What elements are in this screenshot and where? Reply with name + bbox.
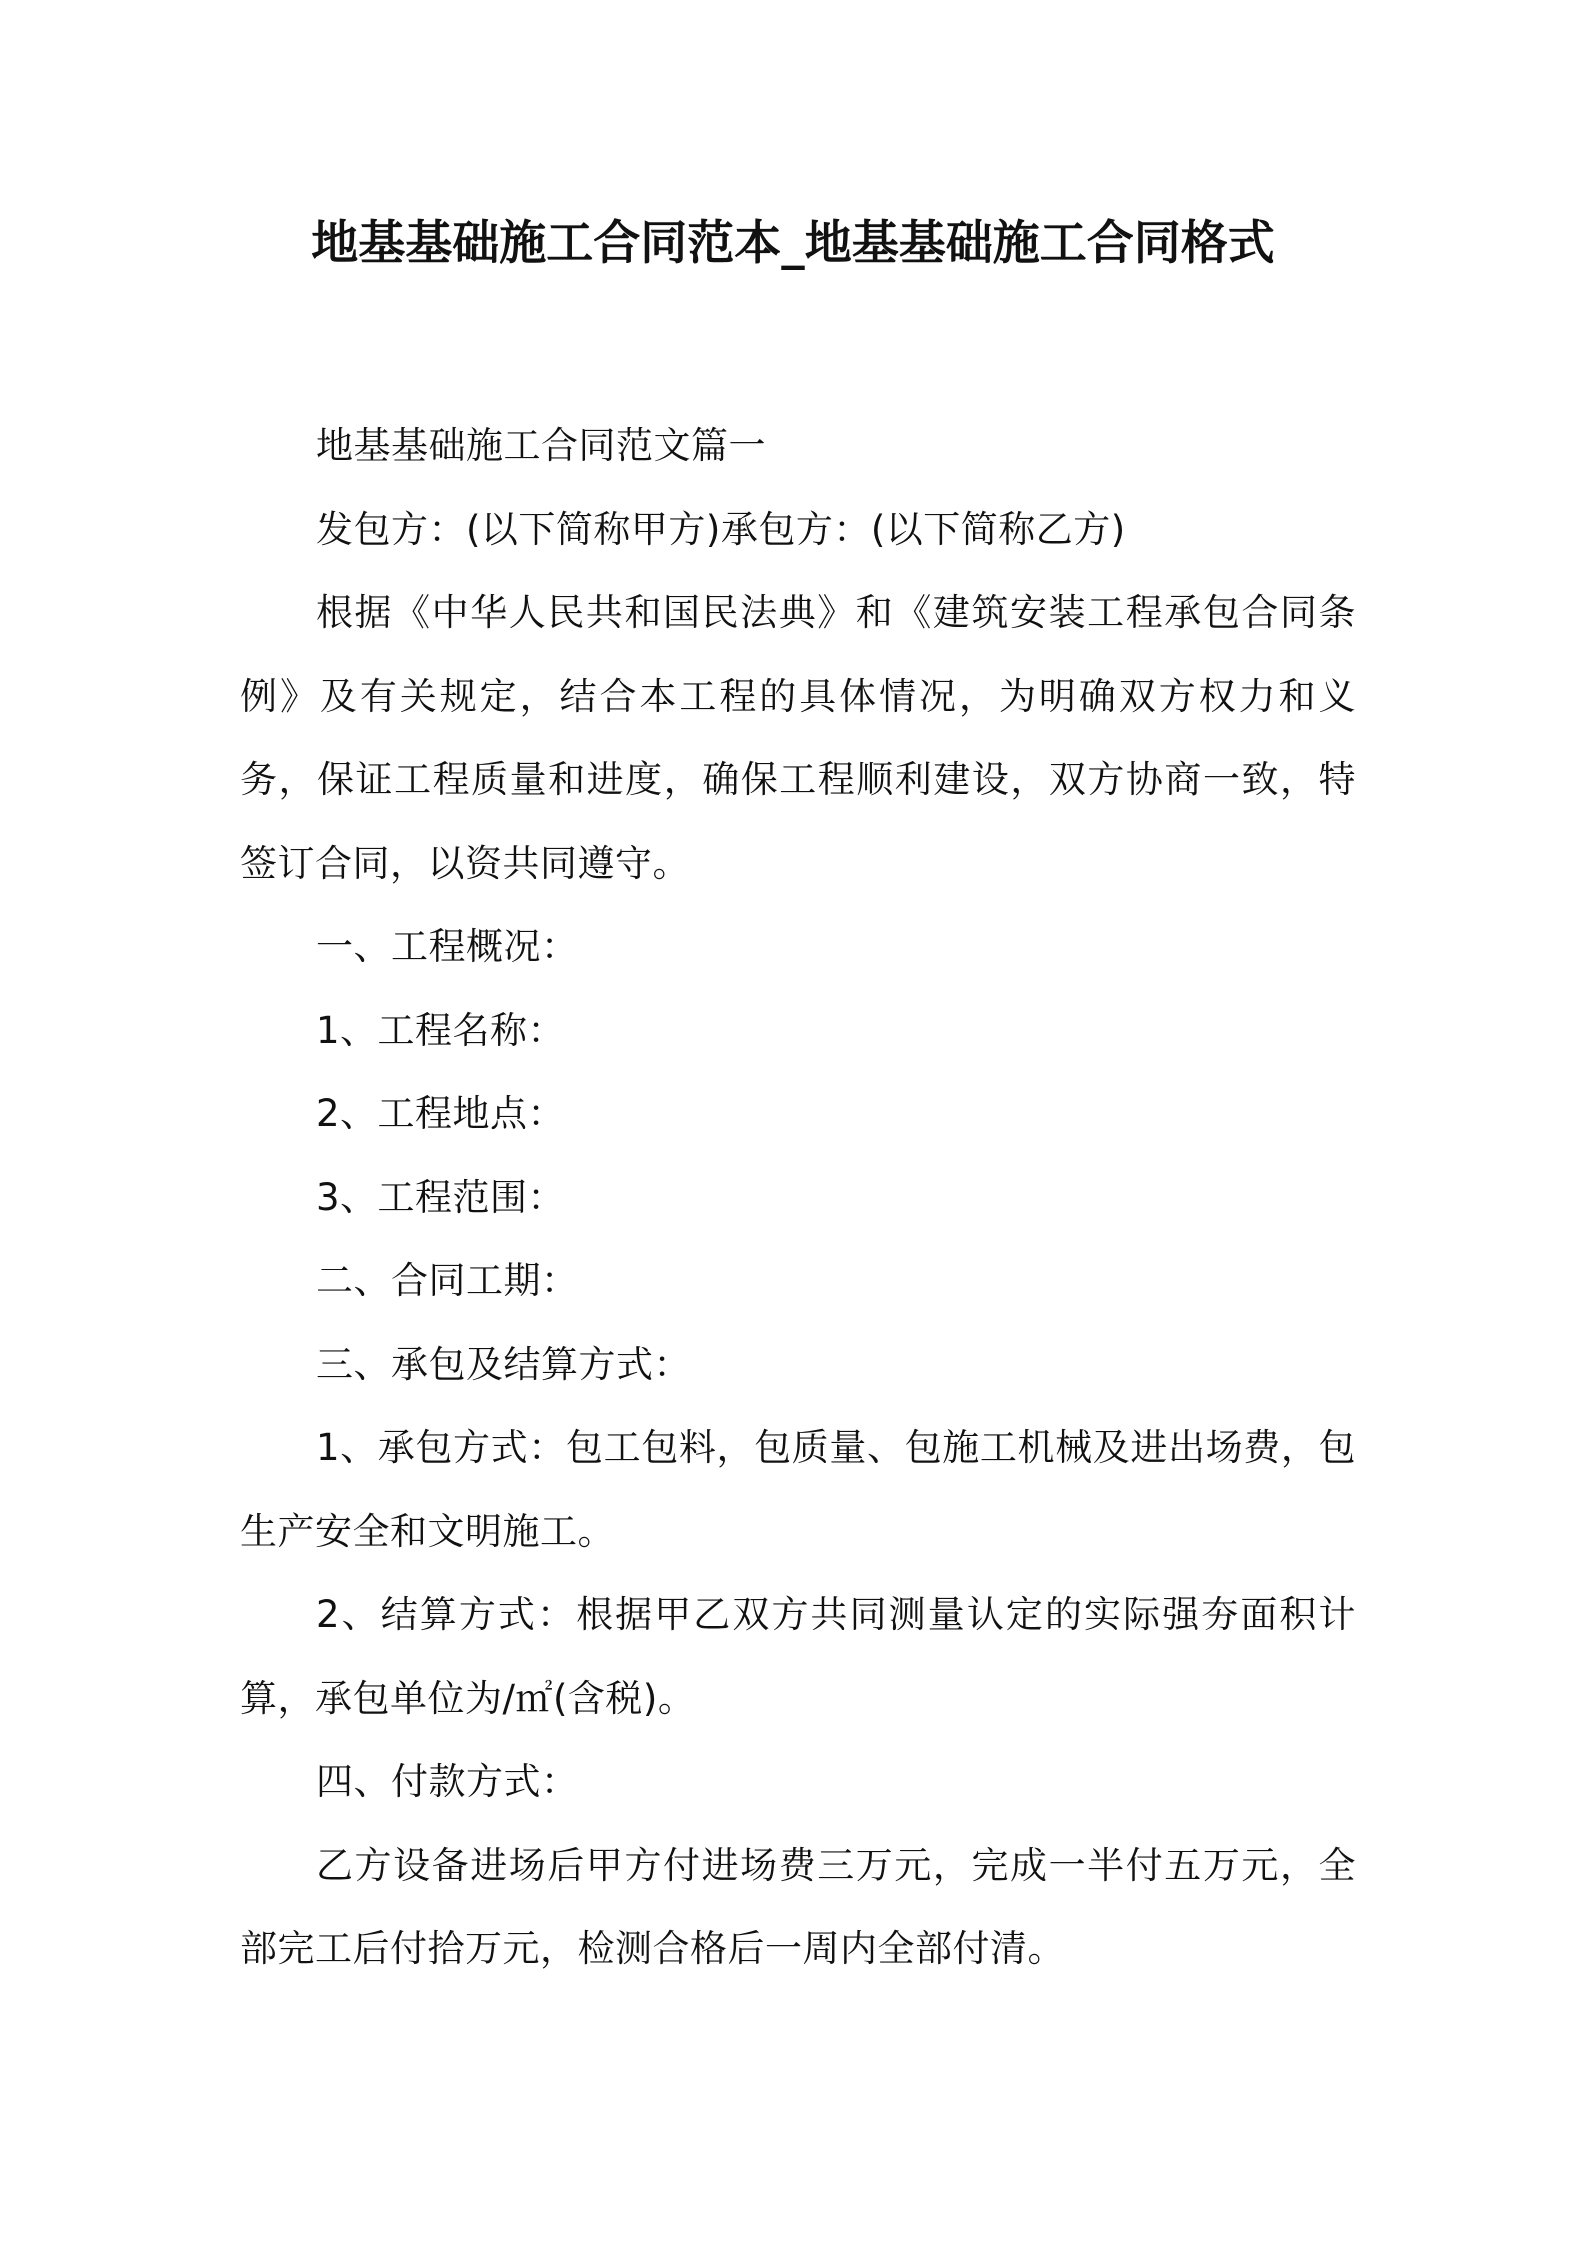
document-title: 地基基础施工合同范本_地基基础施工合同格式 [311,216,1275,271]
clause-heading-project-overview: 一、工程概况： [316,925,579,968]
parties-line: 发包方：(以下简称甲方)承包方：(以下简称乙方) [316,507,1126,551]
section-heading-sample-one: 地基基础施工合同范文篇一 [316,424,766,467]
clause-item-project-location: 2、工程地点： [316,1092,566,1135]
payment-terms-paragraph: 乙方设备进场后甲方付进场费三万元，完成一半付五万元，全部完工后付拾万元，检测合格后一周内全部付清。 [240,1843,1356,1970]
preamble-paragraph: 根据《中华人民共和国民法典》和《建筑安装工程承包合同条例》及有关规定，结合本工程的具体情况，为明确双方权力和义务，保证工程质量和进度，确保工程顺利建设，双方协商一致，特签订合同，以资共同遵守。 [240,591,1356,885]
clause-item-project-name: 1、工程名称： [316,1008,566,1052]
clause-heading-contract-period: 二、合同工期： [316,1259,579,1302]
clause-item-project-scope: 3、工程范围： [316,1175,566,1219]
clause-item-contracting-method: 1、承包方式：包工包料，包质量、包施工机械及进出场费，包生产安全和文明施工。 [240,1426,1356,1553]
clause-item-settlement-method: 2、结算方式：根据甲乙双方共同测量认定的实际强夯面积计算，承包单位为/㎡(含税)。 [240,1593,1356,1720]
clause-heading-payment-method: 四、付款方式： [316,1760,579,1803]
document-body [240,404,1356,1991]
clause-heading-contracting-settlement: 三、承包及结算方式： [316,1342,691,1386]
